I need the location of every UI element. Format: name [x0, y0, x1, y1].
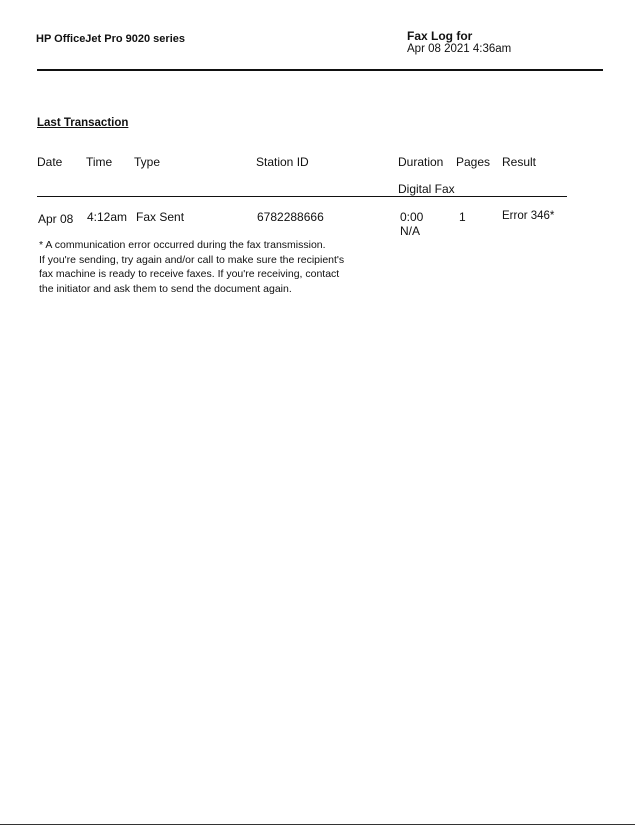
table-header-divider — [37, 196, 567, 197]
error-note — [39, 238, 359, 296]
section-title: Last Transaction — [37, 117, 129, 129]
cell-digital-fax: N/A — [400, 224, 421, 238]
cell-pages: 1 — [459, 210, 466, 224]
column-header-station-id: Station ID — [256, 155, 309, 169]
fax-log-title: Fax Log for — [407, 29, 473, 43]
error-note-line: If you're sending, try again and/or call to make sure the recipient's — [39, 253, 345, 266]
cell-time: 4:12am — [87, 210, 128, 224]
cell-date: Apr 08 — [38, 212, 74, 226]
column-subheader-digital-fax: Digital Fax — [398, 182, 455, 196]
column-header-time: Time — [86, 155, 113, 169]
column-header-result: Result — [502, 155, 537, 169]
error-note-line: the initiator and ask them to send the document again. — [39, 282, 292, 295]
cell-result: Error 346* — [502, 210, 555, 222]
page-bottom-edge — [0, 824, 635, 825]
cell-duration: 0:00 — [400, 210, 424, 224]
fax-log-date: Apr 08 2021 4:36am — [407, 43, 512, 55]
printer-name: HP OfficeJet Pro 9020 series — [36, 33, 185, 45]
error-note-line: * A communication error occurred during the fax transmission. — [39, 239, 326, 251]
column-header-pages: Pages — [456, 155, 491, 169]
error-note-line: fax machine is ready to receive faxes. If you're receiving, contact — [39, 268, 340, 280]
column-header-date: Date — [37, 155, 63, 169]
header-divider — [37, 69, 603, 71]
column-header-type: Type — [134, 155, 161, 169]
column-header-duration: Duration — [398, 155, 444, 169]
cell-type: Fax Sent — [136, 210, 185, 224]
cell-station-id: 6782288666 — [257, 210, 324, 224]
